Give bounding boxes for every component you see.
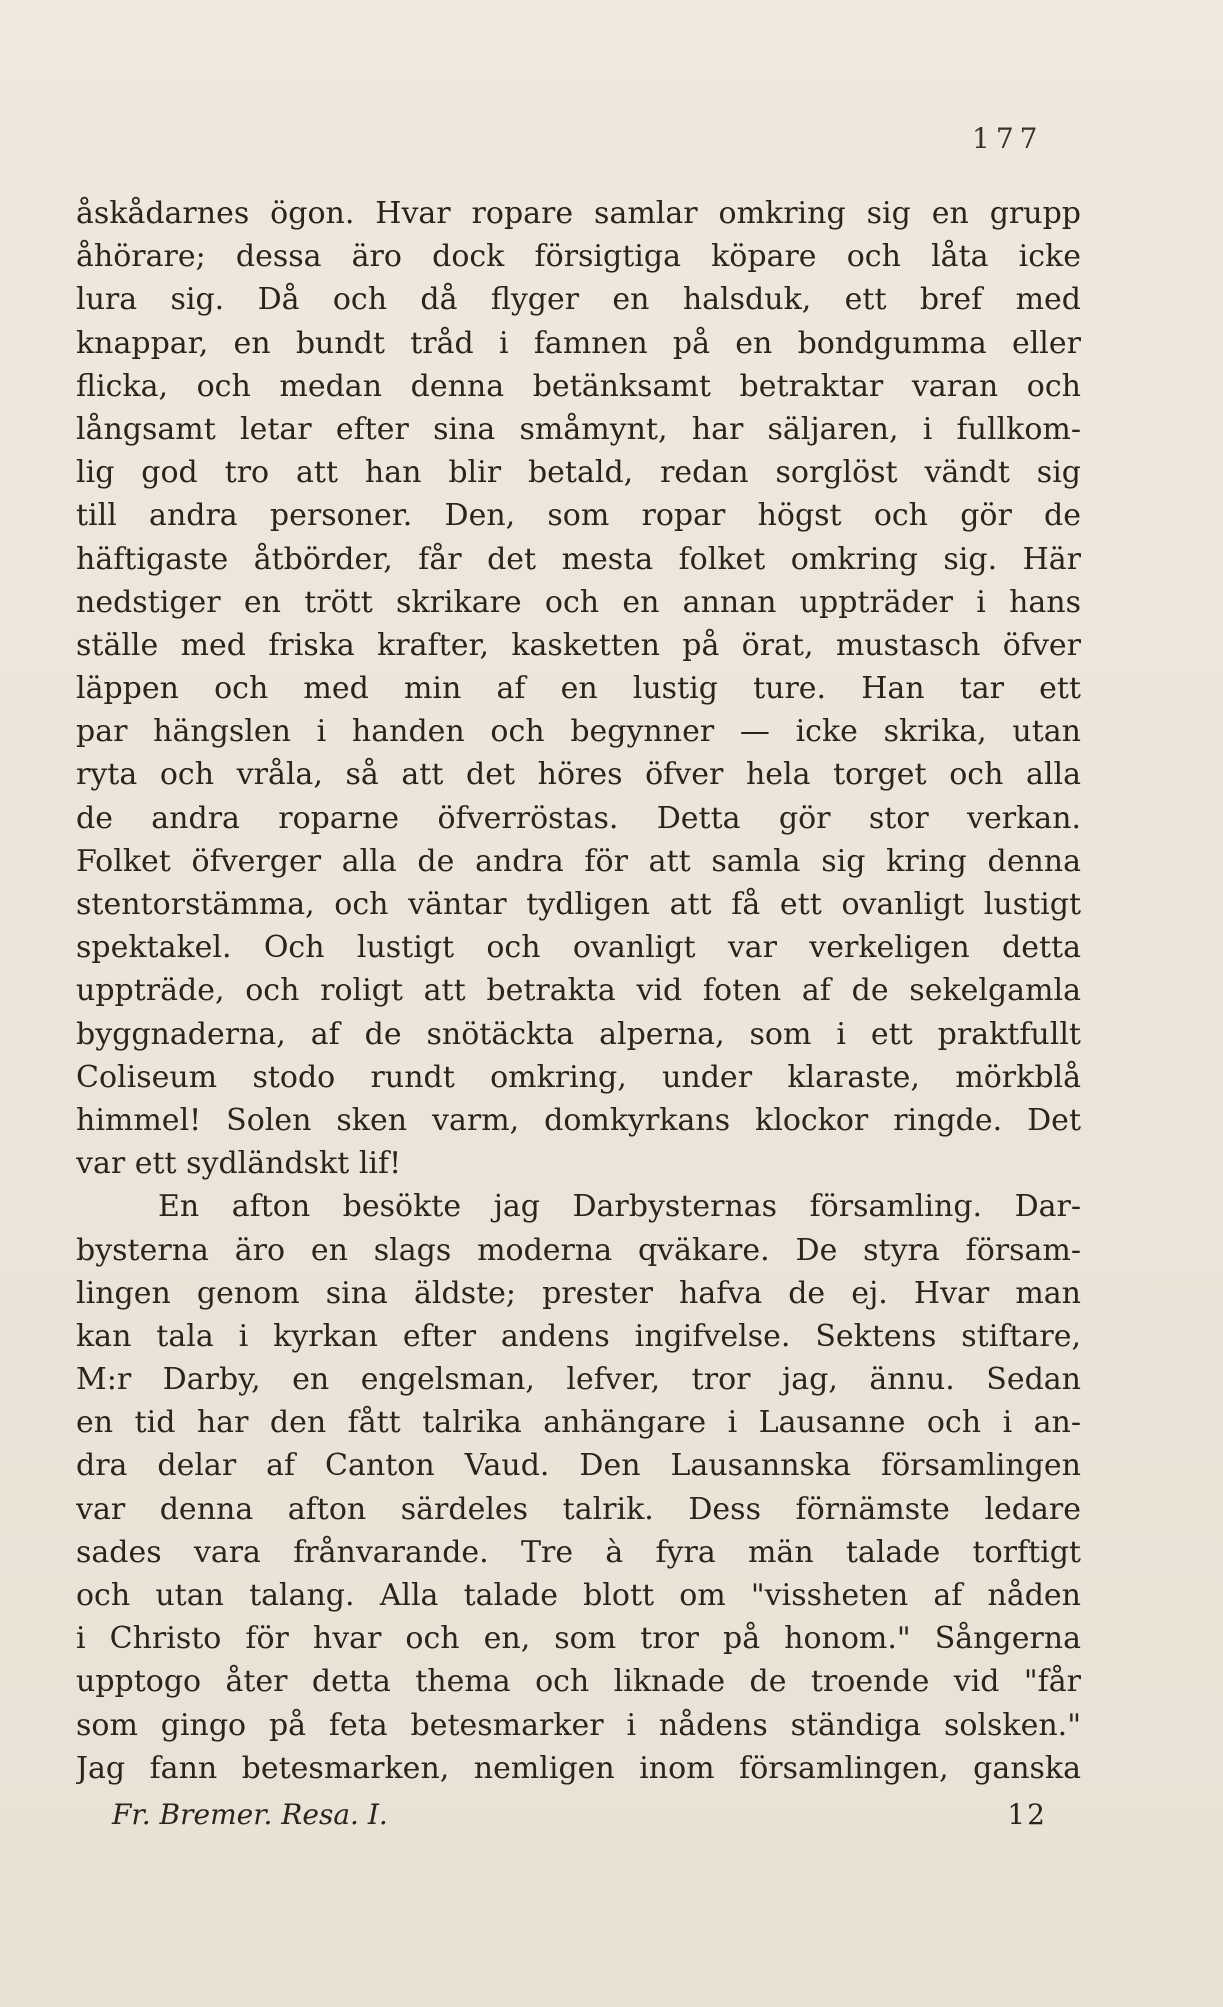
text-line: uppträde, och roligt att betrakta vid foten af de sekelgamla bbox=[76, 973, 1081, 1009]
text-line: ställe med friska krafter, kasketten på örat, mustasch öfver bbox=[76, 627, 1081, 663]
text-line: till andra personer. Den, som ropar högst och gör de bbox=[76, 498, 1081, 534]
sheet-number: 12 bbox=[1007, 1798, 1047, 1831]
page-number: 177 bbox=[972, 122, 1044, 155]
text-line: som gingo på feta betesmarker i nådens ständiga solsken." bbox=[76, 1707, 1081, 1743]
text-line: de andra roparne öfverröstas. Detta gör stor verkan. bbox=[76, 800, 1081, 836]
text-line: läppen och med min af en lustig ture. Han tar ett bbox=[76, 671, 1081, 707]
text-line: i Christo för hvar och en, som tror på honom." Sångerna bbox=[76, 1621, 1081, 1657]
text-line: stentorstämma, och väntar tydligen att få ett ovanligt lustigt bbox=[76, 887, 1081, 922]
text-line: en tid har den fått talrika anhängare i Lausanne och i an- bbox=[76, 1405, 1081, 1441]
text-line: upptogo åter detta thema och liknade de troende vid "får bbox=[76, 1664, 1081, 1700]
text-line: var denna afton särdeles talrik. Dess förnämste ledare bbox=[76, 1491, 1081, 1527]
text-line: långsamt letar efter sina småmynt, har säljaren, i fullkom- bbox=[76, 411, 1081, 447]
text-line: åhörare; dessa äro dock försigtiga köpare och låta icke bbox=[76, 239, 1081, 275]
text-line: åskådarnes ögon. Hvar ropare samlar omkring sig en grupp bbox=[76, 196, 1081, 231]
text-line: byggnaderna, af de snötäckta alperna, som i ett praktfullt bbox=[76, 1016, 1081, 1052]
text-line: lura sig. Då och då flyger en halsduk, ett bref med bbox=[76, 282, 1081, 318]
text-line: dra delar af Canton Vaud. Den Lausannska församlingen bbox=[76, 1448, 1081, 1484]
text-line: kan tala i kyrkan efter andens ingifvelse. Sektens stiftare, bbox=[76, 1318, 1081, 1354]
text-line: Folket öfverger alla de andra för att samla sig kring denna bbox=[76, 843, 1081, 879]
text-line: Jag fann betesmarken, nemligen inom församlingen, ganska bbox=[76, 1750, 1081, 1786]
text-line: häftigaste åtbörder, får det mesta folket omkring sig. Här bbox=[76, 541, 1081, 577]
text-line: M:r Darby, en engelsman, lefver, tror jag, ännu. Sedan bbox=[76, 1362, 1081, 1398]
text-line: sades vara frånvarande. Tre à fyra män talade torftigt bbox=[76, 1534, 1081, 1570]
paragraph-start-line: En afton besökte jag Darbysternas församling. Dar- bbox=[158, 1189, 1081, 1225]
text-line: spektakel. Och lustigt och ovanligt var verkeligen detta bbox=[76, 930, 1081, 966]
paragraph-end-line: var ett sydländskt lif! bbox=[76, 1146, 402, 1182]
text-line: Coliseum stodo rundt omkring, under klaraste, mörkblå bbox=[76, 1059, 1081, 1095]
text-line: par hängslen i handen och begynner — icke skrika, utan bbox=[76, 714, 1081, 750]
text-line: flicka, och medan denna betänksamt betraktar varan och bbox=[76, 368, 1081, 404]
text-line: ryta och vråla, så att det höres öfver hela torget och alla bbox=[76, 757, 1081, 793]
text-line: lingen genom sina äldste; prester hafva de ej. Hvar man bbox=[76, 1275, 1081, 1311]
page-footer bbox=[112, 1798, 1047, 1838]
body-text bbox=[76, 192, 1081, 1790]
text-line: och utan talang. Alla talade blott om "vissheten af nåden bbox=[76, 1578, 1081, 1613]
text-line: bysterna äro en slags moderna qväkare. De styra försam- bbox=[76, 1232, 1081, 1268]
text-line: lig god tro att han blir betald, redan sorglöst vändt sig bbox=[76, 455, 1081, 491]
signature-mark: Fr. Bremer. Resa. I. bbox=[112, 1798, 388, 1831]
text-line: nedstiger en trött skrikare och en annan uppträder i hans bbox=[76, 584, 1081, 620]
text-line: knappar, en bundt tråd i famnen på en bondgumma eller bbox=[76, 325, 1081, 361]
text-line: himmel! Solen sken varm, domkyrkans klockor ringde. Det bbox=[76, 1102, 1081, 1138]
